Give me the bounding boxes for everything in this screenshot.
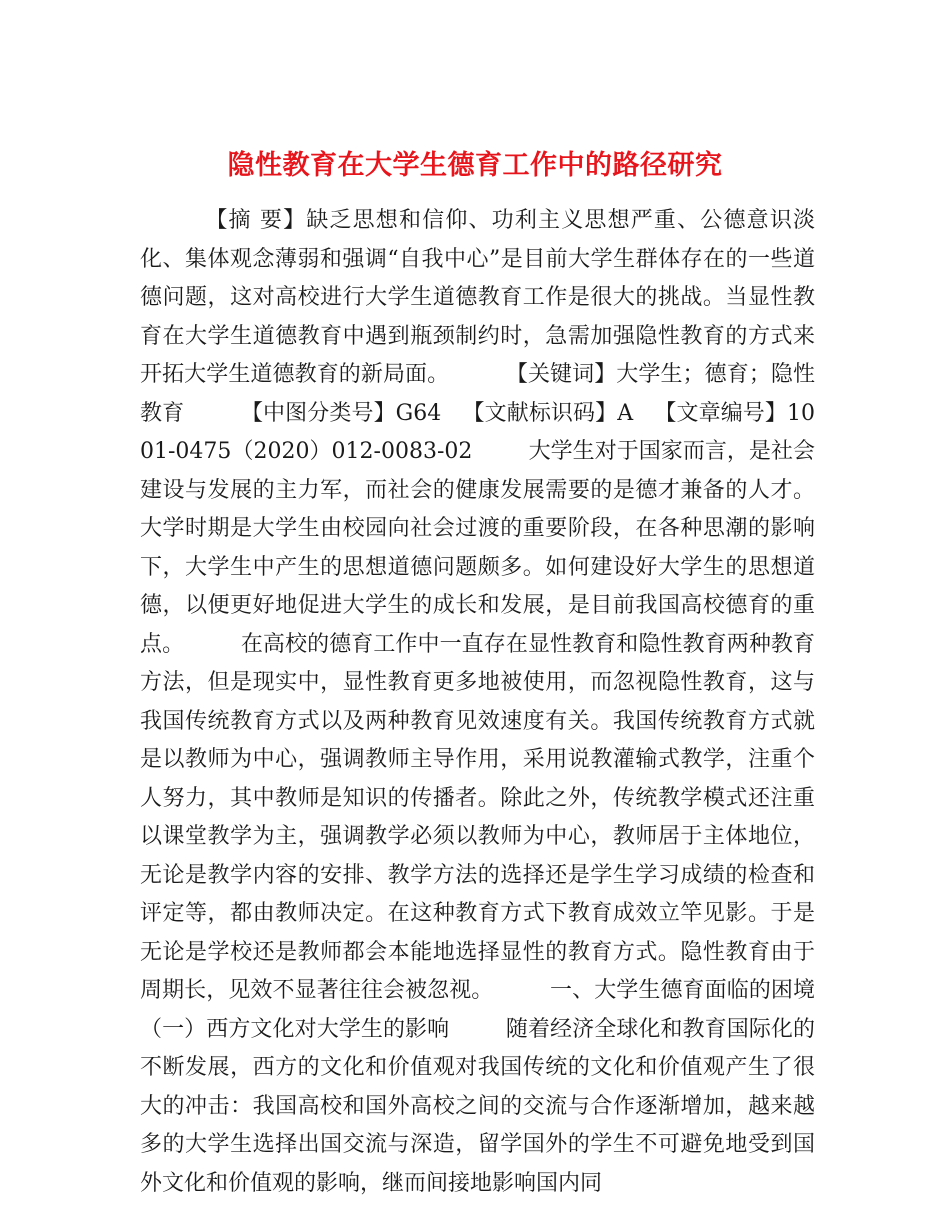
document-body: 【摘 要】缺乏思想和信仰、功利主义思想严重、公德意识淡化、集体观念薄弱和强调“自我中心”是目前大学生群体存在的一些道德问题，这对高校进行大学生道德教育工作是很大的挑战。当显性教育在大学生道德教育中遇到瓶颈制约时，急需加强隐性教育的方式来开拓大学生道德教育的新局面。 【关键词】大学生；德育；隐性教育 【中图分类号】G64 【文献标识码】A 【文章编号】1001-0475（2020）012-0083-02 大学生对于国家而言，是社会建设与发展的主力军，而社会的健康发展需要的是德才兼备的人才。大学时期是大学生由校园向社会过渡的重要阶段，在各种思潮的影响下，大学生中产生的思想道德问题颇多。如何建设好大学生的思想道德，以便更好地促进大学生的成长和发展，是目前我国高校德育的重点。 在高校的德育工作中一直存在显性教育和隐性教育两种教育方法，但是现实中，显性教育更多地被使用，而忽视隐性教育，这与我国传统教育方式以及两种教育见效速度有关。我国传统教育方式就是以教师为中心，强调教师主导作用，采用说教灌输式教学，注重个人努力，其中教师是知识的传播者。除此之外，传统教学模式还注重以课堂教学为主，强调教学必须以教师为中心，教师居于主体地位，无论是教学内容的安排、教学方法的选择还是学生学习成绩的检查和评定等，都由教师决定。在这种教育方式下教育成效立竿见影。于是无论是学校还是教师都会本能地选择显性的教育方式。隐性教育由于周期长，见效不显著往往会被忽视。 一、大学生德育面临的困境 （一）西方文化对大学生的影响 随着经济全球化和教育国际化的不断发展，西方的文化和价值观对我国传统的文化和价值观产生了很大的冲击：我国高校和国外高校之间的交流与合作逐渐增加，越来越多的大学生选择出国交流与深造，留学国外的学生不可避免地受到国外文化和价值观的影响，继而间接地影响国内同 xyxy=(140,208,871,1196)
document-title: 隐性教育在大学生德育工作中的路径研究 xyxy=(227,150,723,182)
